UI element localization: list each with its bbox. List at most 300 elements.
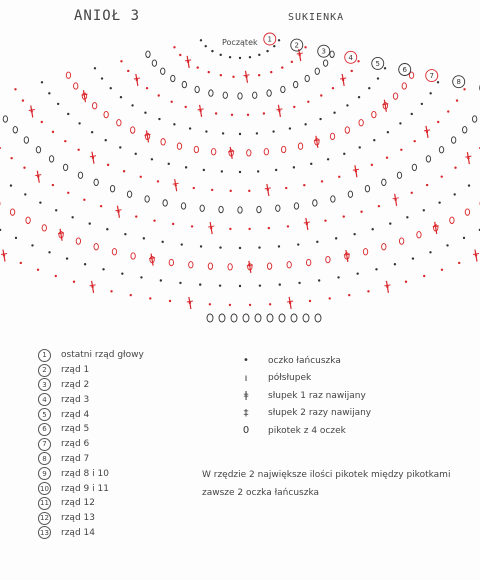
- treble-stitch-bar: [115, 210, 121, 211]
- chain-stitch: [423, 275, 425, 277]
- chain-stitch: [421, 103, 423, 105]
- picot-stitch: [78, 172, 82, 178]
- picot-stitch: [359, 120, 363, 126]
- picot-stitch: [76, 238, 80, 244]
- legend-label: rząd 5: [61, 424, 90, 435]
- picot-stitch: [397, 172, 401, 178]
- chain-stitch: [160, 279, 162, 281]
- chain-stitch: [287, 225, 289, 227]
- picot-stitch: [104, 111, 108, 117]
- chain-stitch: [316, 241, 318, 243]
- picot-stitch: [112, 249, 116, 255]
- treble-stitch-bar: [185, 60, 191, 61]
- chain-stitch: [55, 209, 57, 211]
- picot-stitch: [171, 75, 175, 81]
- chain-stitch: [205, 130, 207, 132]
- chain-stitch: [298, 282, 300, 284]
- picot-stitch: [426, 156, 430, 162]
- chain-stitch: [193, 187, 195, 189]
- chain-stitch: [429, 251, 431, 253]
- picot-stitch: [152, 60, 156, 66]
- chain-stitch: [144, 112, 146, 114]
- chain-stitch: [256, 132, 258, 134]
- treble-stitch: [151, 254, 153, 266]
- picot-stitch: [298, 143, 302, 149]
- symbol-glyph: ‡: [243, 407, 249, 419]
- chain-stitch: [266, 50, 268, 52]
- chain-stitch: [273, 45, 275, 47]
- chain-stitch: [41, 121, 43, 123]
- chain-stitch: [353, 233, 355, 235]
- chain-stitch: [327, 158, 329, 160]
- picot-stitch: [10, 209, 14, 215]
- legend-row: [38, 466, 218, 481]
- picot-stitch: [472, 116, 476, 122]
- legend-label: rząd 3: [61, 394, 90, 405]
- chain-stitch: [205, 45, 207, 47]
- chain-stitch: [10, 157, 12, 159]
- chain-stitch: [24, 193, 26, 195]
- legend-number: 9: [38, 467, 51, 480]
- picot-stitch: [146, 51, 150, 57]
- picot-stitch: [195, 86, 199, 92]
- chain-stitch: [209, 303, 211, 305]
- chain-stitch: [239, 247, 241, 249]
- chain-stitch: [437, 81, 439, 83]
- chain-stitch: [211, 50, 213, 52]
- chain-stitch: [458, 262, 460, 264]
- treble-stitch-bar: [353, 169, 359, 170]
- row-marker-label: 7: [429, 72, 434, 81]
- chain-stitch: [356, 272, 358, 274]
- picot-stitch: [323, 60, 327, 66]
- picot-stitch: [94, 179, 98, 185]
- chain-stitch: [278, 39, 280, 41]
- chain-stitch: [258, 54, 260, 56]
- hem-picot: [243, 314, 249, 322]
- picot-stitch: [382, 179, 386, 185]
- chain-stitch: [101, 77, 103, 79]
- row-marker-label: 2: [294, 41, 299, 50]
- treble-stitch-bar: [340, 78, 346, 79]
- picot-stitch: [365, 185, 369, 191]
- symbol-legend: [236, 352, 456, 440]
- chain-stitch: [10, 184, 12, 186]
- symbol-label: słupek 1 raz nawijany: [268, 390, 366, 401]
- chain-stitch: [320, 94, 322, 96]
- chain-stitch: [319, 118, 321, 120]
- pattern-note: W rzędzie 2 największe ilości pikotek między pikotkami zawsze 2 oczka łańcuszka: [202, 470, 451, 498]
- chain-stitch: [78, 122, 80, 124]
- picot-stitch: [465, 209, 469, 215]
- chain-stitch: [229, 304, 231, 306]
- treble-stitch-bar: [134, 78, 140, 79]
- chain-stitch: [247, 114, 249, 116]
- chain-stitch: [371, 228, 373, 230]
- picot-stitch: [74, 83, 78, 89]
- symbol-label: pikotek z 4 oczek: [268, 425, 346, 436]
- chain-stitch: [346, 104, 348, 106]
- picot-stitch: [94, 244, 98, 250]
- symbol-glyph: ı: [244, 372, 248, 384]
- symbol-row: [236, 387, 456, 405]
- chain-stitch: [219, 54, 221, 56]
- chain-stitch: [173, 46, 175, 48]
- chain-stitch: [229, 56, 231, 58]
- chain-stitch: [102, 268, 104, 270]
- treble-stitch: [60, 229, 62, 241]
- chain-stitch: [281, 66, 283, 68]
- chain-stitch: [377, 77, 379, 79]
- picot-stitch: [200, 205, 204, 211]
- chain-stitch: [263, 112, 265, 114]
- legend-label: rząd 2: [61, 379, 90, 390]
- chain-stitch: [406, 216, 408, 218]
- treble-stitch-bar: [35, 175, 41, 176]
- chain-stitch: [463, 237, 465, 239]
- chain-stitch: [275, 169, 277, 171]
- picot-stitch: [228, 264, 232, 270]
- treble-stitch-bar: [473, 254, 479, 255]
- chain-stitch: [124, 233, 126, 235]
- chain-stitch: [57, 103, 59, 105]
- chain-stitch: [55, 275, 57, 277]
- chain-stitch: [441, 175, 443, 177]
- picot-stitch: [257, 206, 261, 212]
- chain-stitch: [248, 228, 250, 230]
- chain-stitch: [208, 71, 210, 73]
- chain-stitch: [211, 189, 213, 191]
- chain-stitch: [360, 211, 362, 213]
- chain-stitch: [169, 300, 171, 302]
- chain-stitch: [179, 282, 181, 284]
- legend-label: rząd 13: [61, 513, 95, 524]
- treble-stitch-bar: [243, 75, 249, 76]
- chain-stitch: [358, 96, 360, 98]
- chain-stitch: [157, 180, 159, 182]
- legend-row: [38, 363, 218, 378]
- chain-stitch: [324, 219, 326, 221]
- treble-stitch: [316, 136, 318, 148]
- page-title: ANIOŁ 3: [74, 8, 141, 24]
- chain-stitch: [258, 74, 260, 76]
- chain-stitch: [100, 205, 102, 207]
- picot-stitch: [287, 262, 291, 268]
- picot-stitch: [264, 149, 268, 155]
- treble-stitch-bar: [90, 285, 96, 286]
- legend-number: 1: [38, 349, 51, 362]
- treble-stitch-bar: [173, 183, 179, 184]
- chain-stitch: [447, 110, 449, 112]
- hem-picot: [267, 314, 273, 322]
- chain-stitch: [285, 187, 287, 189]
- row-marker-label: 3: [321, 47, 326, 56]
- chain-stitch: [333, 112, 335, 114]
- chain-stitch: [297, 243, 299, 245]
- chain-stitch: [412, 257, 414, 259]
- chain-stitch: [375, 268, 377, 270]
- symbol-row: [236, 422, 456, 440]
- picot-stitch: [399, 238, 403, 244]
- legend-row: [38, 452, 218, 467]
- chain-stitch: [309, 300, 311, 302]
- legend-number: 5: [38, 408, 51, 421]
- chain-stitch: [66, 257, 68, 259]
- chain-stitch: [52, 131, 54, 133]
- chain-stitch: [37, 269, 39, 271]
- treble-stitch-bar: [265, 188, 271, 189]
- picot-stitch: [363, 249, 367, 255]
- chain-stitch: [454, 166, 456, 168]
- chain-stitch: [105, 139, 107, 141]
- chain-stitch: [110, 87, 112, 89]
- chain-stitch: [158, 94, 160, 96]
- chain-stitch: [146, 87, 148, 89]
- legend-number: 8: [38, 452, 51, 465]
- legend-label: rząd 4: [61, 409, 90, 420]
- chain-stitch: [304, 123, 306, 125]
- chain-stitch: [221, 170, 223, 172]
- chain-stitch: [48, 92, 50, 94]
- chain-stitch: [131, 104, 133, 106]
- picot-stitch: [209, 90, 213, 96]
- chain-stitch: [378, 205, 380, 207]
- chain-stitch: [318, 279, 320, 281]
- picot-stitch: [117, 120, 121, 126]
- picot-stitch: [219, 206, 223, 212]
- chain-stitch: [351, 70, 353, 72]
- chain-stitch: [335, 237, 337, 239]
- treble-stitch-bar: [384, 285, 390, 286]
- chain-stitch: [20, 262, 22, 264]
- chain-stitch: [52, 184, 54, 186]
- chain-stitch: [394, 263, 396, 265]
- chain-stitch: [191, 225, 193, 227]
- legend-number: 4: [38, 393, 51, 406]
- picot-stitch: [412, 164, 416, 170]
- picot-stitch: [330, 133, 334, 139]
- chain-stitch: [411, 113, 413, 115]
- symbol-row: [236, 370, 456, 388]
- picot-stitch: [330, 51, 334, 57]
- hem-picot: [207, 314, 213, 322]
- picot-stitch: [127, 191, 131, 197]
- chain-stitch: [168, 163, 170, 165]
- chain-stitch: [270, 71, 272, 73]
- chain-stitch: [293, 106, 295, 108]
- chain-stitch: [91, 131, 93, 133]
- chain-stitch: [278, 245, 280, 247]
- chain-stitch: [400, 149, 402, 151]
- symbol-label: słupek 2 razy nawijany: [268, 408, 372, 419]
- chain-stitch: [127, 70, 129, 72]
- legend-number: 13: [38, 526, 51, 539]
- treble-stitch-bar: [198, 109, 204, 110]
- chain-stitch: [446, 244, 448, 246]
- symbol-row: [236, 405, 456, 423]
- chain-stitch: [437, 121, 439, 123]
- treble-stitch-bar: [287, 301, 293, 302]
- chain-stitch: [197, 66, 199, 68]
- chain-stitch: [170, 101, 172, 103]
- picot-stitch: [63, 164, 67, 170]
- chain-stitch: [119, 146, 121, 148]
- chain-stitch: [199, 283, 201, 285]
- treble-stitch-bar: [297, 53, 303, 54]
- treble-stitch: [384, 100, 386, 112]
- chain-stitch: [64, 140, 66, 142]
- legend-label: rząd 9 i 11: [61, 483, 109, 494]
- chain-stitch: [179, 54, 181, 56]
- chain-stitch: [185, 166, 187, 168]
- chain-stitch: [371, 164, 373, 166]
- chain-stitch: [387, 131, 389, 133]
- legend-row: [38, 392, 218, 407]
- picot-stitch: [36, 147, 40, 153]
- legend-row: [38, 526, 218, 541]
- chain-stitch: [200, 245, 202, 247]
- chain-stitch: [338, 176, 340, 178]
- chain-stitch: [23, 166, 25, 168]
- chain-stitch: [110, 290, 112, 292]
- chain-stitch: [405, 281, 407, 283]
- picot-stitch: [247, 150, 251, 156]
- chain-stitch: [161, 241, 163, 243]
- section-title: SUKIENKA: [288, 12, 345, 23]
- chain-stitch: [249, 304, 251, 306]
- legend-label: rząd 12: [61, 498, 95, 509]
- picot-stitch: [177, 143, 181, 149]
- treble-stitch: [146, 130, 148, 142]
- picot-stitch: [253, 92, 257, 98]
- picot-stitch: [181, 203, 185, 209]
- chain-stitch: [0, 147, 1, 149]
- chain-stitch: [107, 164, 109, 166]
- chain-stitch: [94, 67, 96, 69]
- legend-number: 7: [38, 438, 51, 451]
- chain-stitch: [185, 106, 187, 108]
- chain-stitch: [348, 294, 350, 296]
- legend-row: [38, 437, 218, 452]
- legend-number: 10: [38, 482, 51, 495]
- chain-stitch: [121, 272, 123, 274]
- hem-picot: [219, 314, 225, 322]
- picot-stitch: [463, 127, 467, 133]
- picot-stitch: [393, 93, 397, 99]
- chain-stitch: [189, 127, 191, 129]
- picot-stitch: [439, 147, 443, 153]
- chain-stitch: [173, 123, 175, 125]
- chain-stitch: [310, 163, 312, 165]
- chain-stitch: [343, 153, 345, 155]
- chain-stitch: [73, 281, 75, 283]
- picot-stitch: [110, 185, 114, 191]
- row-marker-label: 4: [348, 53, 353, 62]
- treble-stitch-bar: [304, 222, 310, 223]
- picot-stitch: [450, 217, 454, 223]
- chain-stitch: [389, 222, 391, 224]
- picot-stitch: [208, 263, 212, 269]
- legend-number: 3: [38, 378, 51, 391]
- chain-stitch: [386, 157, 388, 159]
- chain-stitch: [67, 113, 69, 115]
- hem-picot: [279, 314, 285, 322]
- picot-stitch: [372, 111, 376, 117]
- symbol-label: półsłupek: [268, 373, 312, 384]
- chain-stitch: [135, 153, 137, 155]
- picot-stitch: [49, 156, 53, 162]
- chain-stitch: [468, 184, 470, 186]
- chain-stitch: [368, 87, 370, 89]
- picot-stitch: [315, 68, 319, 74]
- chain-stitch: [429, 92, 431, 94]
- treble-stitch: [346, 250, 348, 262]
- treble-stitch-bar: [424, 130, 430, 131]
- chain-stitch: [83, 199, 85, 201]
- legend-label: rząd 1: [61, 365, 90, 376]
- picot-stitch: [293, 81, 297, 87]
- picot-stitch: [331, 196, 335, 202]
- chain-stitch: [259, 284, 261, 286]
- legend-row: [38, 481, 218, 496]
- chain-stitch: [39, 201, 41, 203]
- chain-stitch: [239, 171, 241, 173]
- chain-stitch: [120, 60, 122, 62]
- legend-label: rząd 6: [61, 439, 90, 450]
- chain-stitch: [200, 39, 202, 41]
- chain-stitch: [373, 139, 375, 141]
- picot-stitch: [211, 149, 215, 155]
- chain-stitch: [215, 112, 217, 114]
- picot-stitch: [345, 127, 349, 133]
- chain-stitch: [329, 297, 331, 299]
- legend-row: [38, 511, 218, 526]
- chain-stitch: [220, 74, 222, 76]
- chain-stitch: [426, 184, 428, 186]
- legend-row: [38, 378, 218, 393]
- hem-picot: [255, 314, 261, 322]
- picot-stitch: [306, 259, 310, 265]
- picot-stitch: [42, 225, 46, 231]
- picot-stitch: [238, 207, 242, 213]
- chain-stitch: [123, 170, 125, 172]
- chain-stitch: [130, 294, 132, 296]
- picot-stitch: [294, 203, 298, 209]
- row-marker-label: 5: [375, 59, 380, 68]
- chain-stitch: [219, 284, 221, 286]
- legend-number: 6: [38, 423, 51, 436]
- chain-stitch: [303, 184, 305, 186]
- picot-stitch: [161, 68, 165, 74]
- picot-stitch: [402, 83, 406, 89]
- legend-label: rząd 8 i 10: [61, 468, 109, 479]
- picot-stitch: [417, 232, 421, 238]
- legend-label: rząd 7: [61, 453, 90, 464]
- picot-stitch: [169, 259, 173, 265]
- legend-number: 2: [38, 364, 51, 377]
- hem-picot: [291, 314, 297, 322]
- chain-stitch: [89, 222, 91, 224]
- picot-stitch: [163, 200, 167, 206]
- chain-stitch: [181, 243, 183, 245]
- legend-row: [38, 348, 218, 363]
- start-label: Początek: [222, 38, 258, 47]
- chain-stitch: [120, 96, 122, 98]
- chain-stitch: [239, 285, 241, 287]
- picot-stitch: [267, 90, 271, 96]
- chain-stitch: [149, 297, 151, 299]
- picot-stitch: [130, 127, 134, 133]
